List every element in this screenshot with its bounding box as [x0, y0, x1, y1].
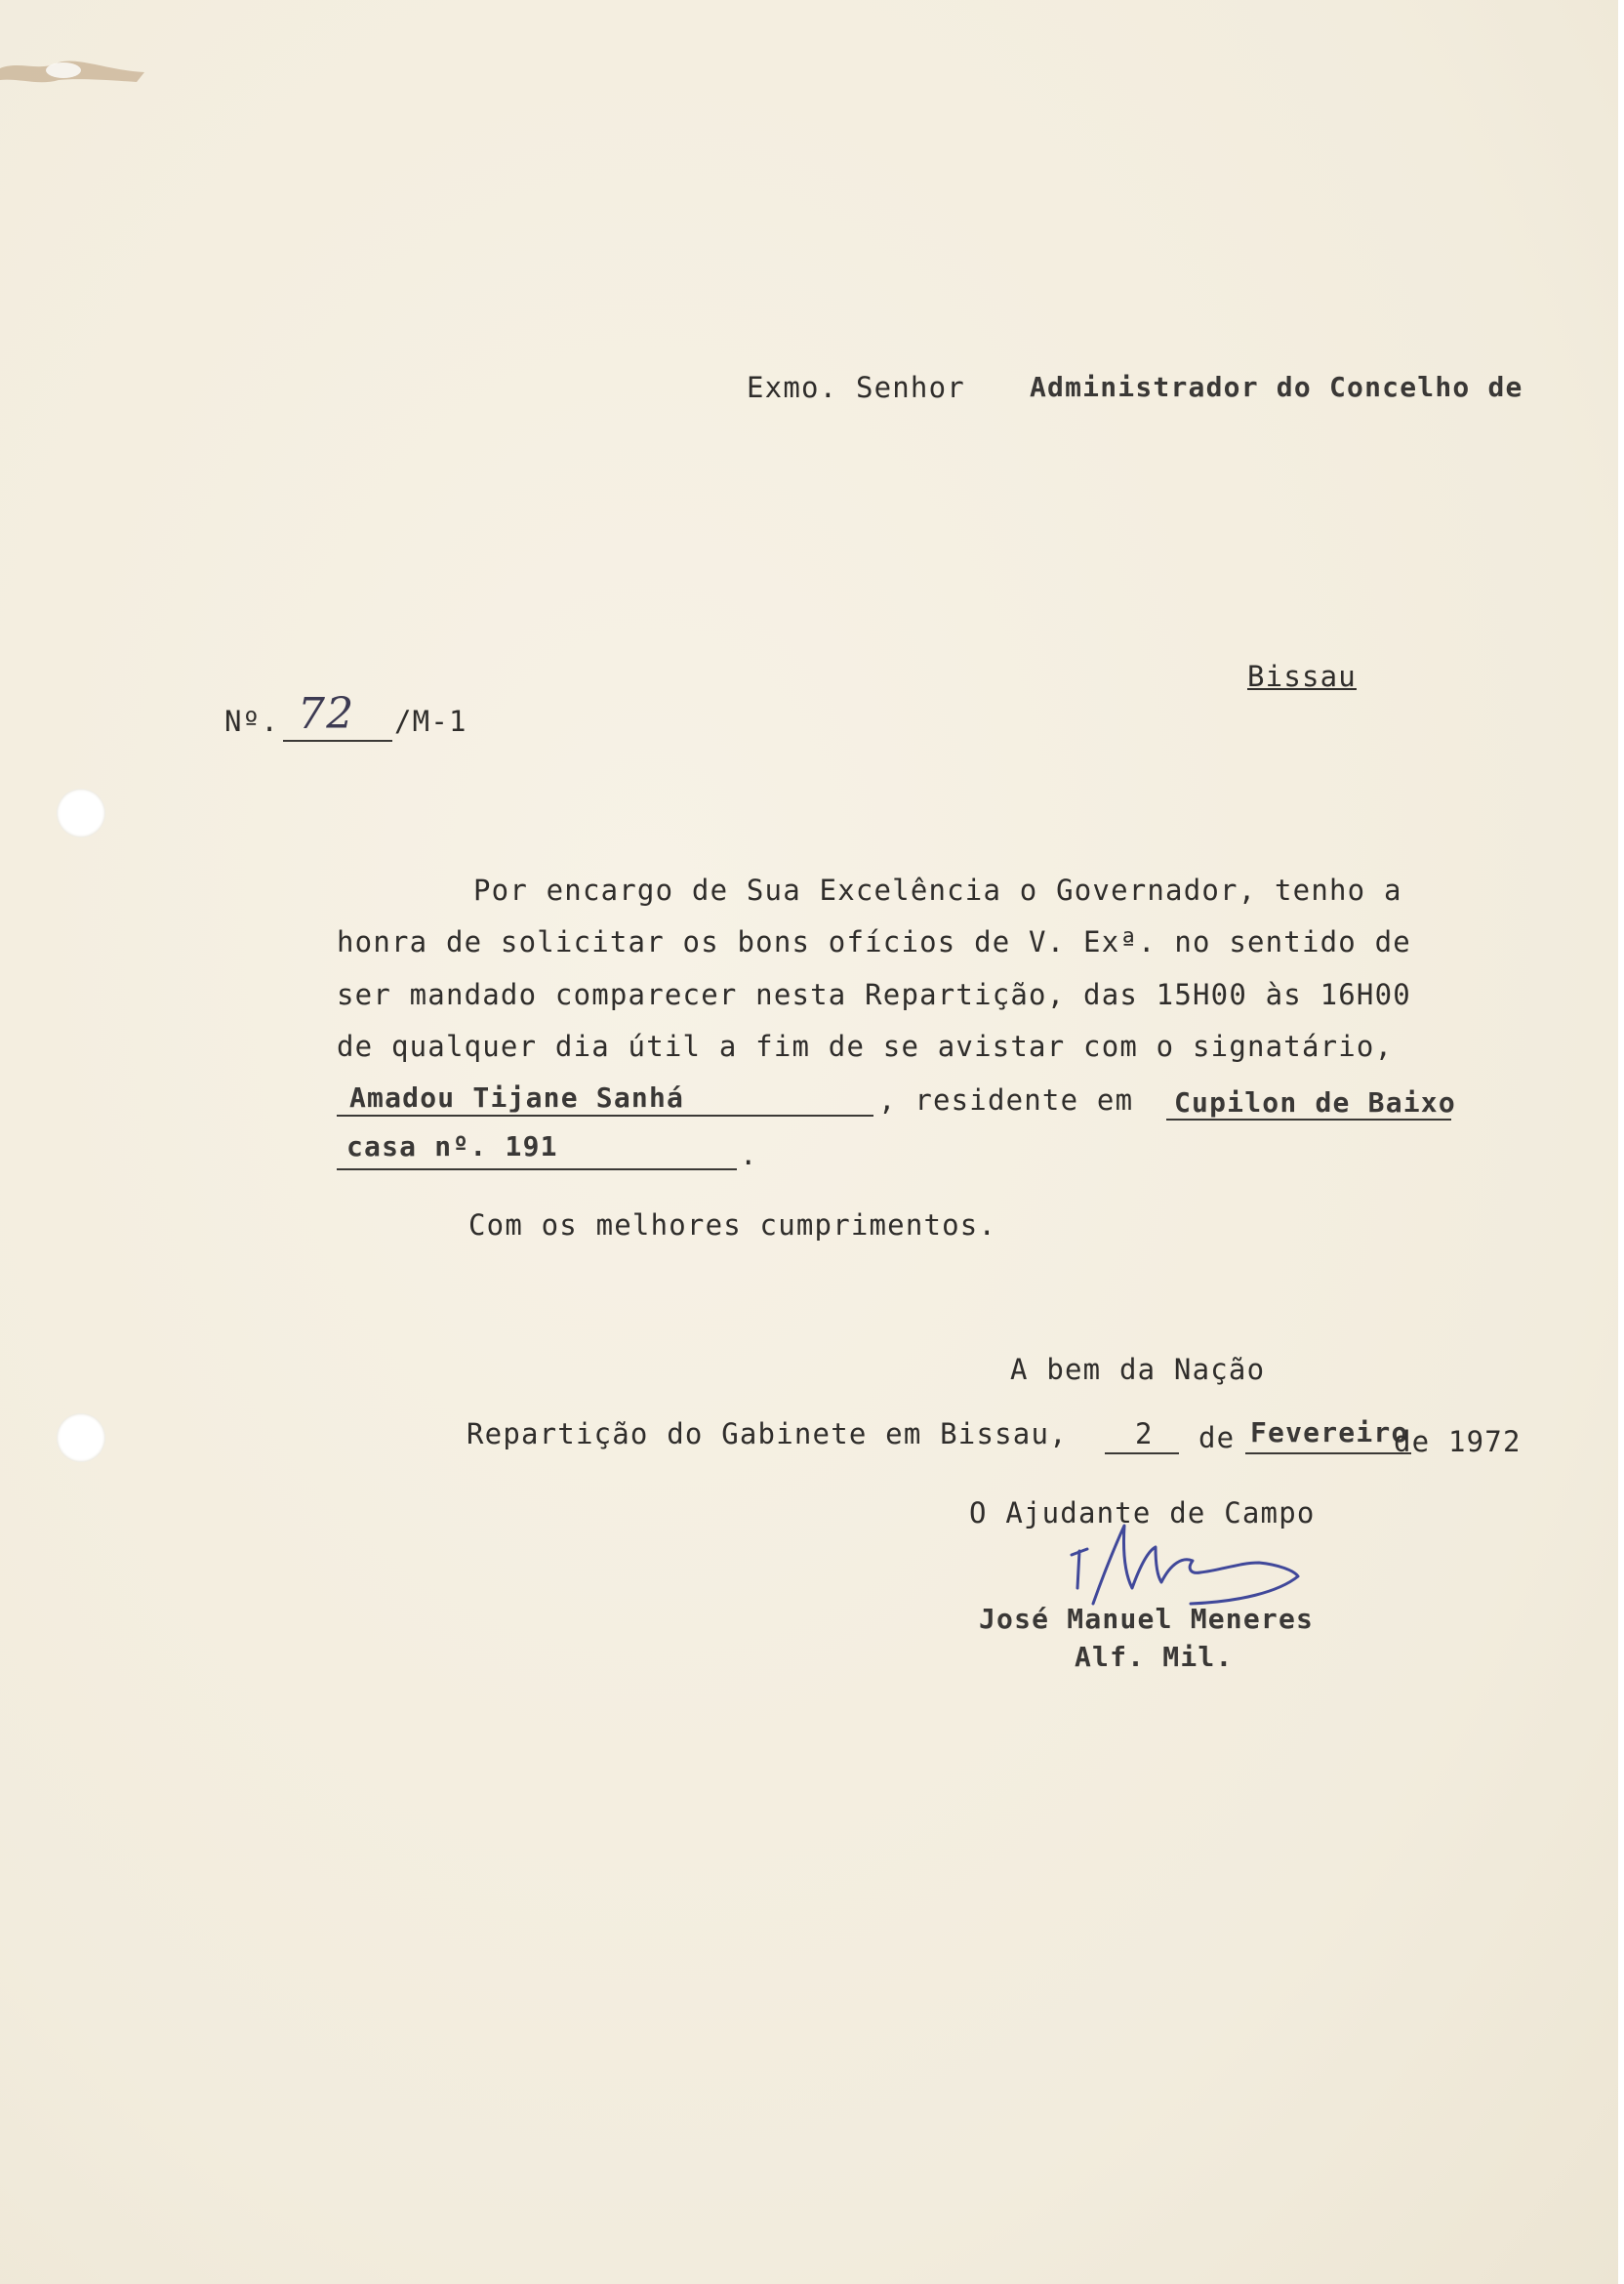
person-name-underline [337, 1115, 873, 1117]
date-month: Fevereiro [1250, 1416, 1409, 1448]
body-line-1: Por encargo de Sua Excelência o Governador, tenho a [473, 874, 1402, 907]
punch-hole-bottom [57, 1413, 105, 1462]
date-year: de 1972 [1394, 1425, 1522, 1458]
date-prefix: Repartição do Gabinete em Bissau, [467, 1417, 1068, 1450]
signer-name: José Manuel Meneres [979, 1603, 1315, 1635]
date-day-underline [1105, 1452, 1179, 1454]
reference-number-underline [283, 740, 392, 742]
body-line-3: ser mandado comparecer nesta Repartição, das 15H00 às 16H00 [337, 978, 1411, 1011]
reference-suffix: /M-1 [394, 705, 467, 738]
rust-stain [0, 51, 146, 90]
recipient-place: Bissau [1247, 660, 1357, 693]
residence-house-underline [337, 1168, 737, 1170]
punch-hole-top [57, 789, 105, 837]
closing-line: Com os melhores cumprimentos. [468, 1208, 997, 1242]
residence-place-underline [1166, 1119, 1451, 1121]
body-line-4: de qualquer dia útil a fim de se avistar com o signatário, [337, 1030, 1394, 1063]
recipient-title: Administrador do Concelho de [1030, 371, 1523, 403]
residence-connector: , residente em [878, 1083, 1134, 1117]
residence-end: . [740, 1138, 758, 1171]
valediction: A bem da Nação [1010, 1353, 1266, 1386]
residence-house: casa nº. 191 [346, 1130, 558, 1162]
reference-number: 72 [298, 689, 355, 739]
date-de: de [1198, 1421, 1236, 1454]
date-day: 2 [1135, 1417, 1154, 1450]
date-month-underline [1245, 1452, 1411, 1454]
person-name: Amadou Tijane Sanhá [349, 1081, 685, 1114]
recipient-salutation: Exmo. Senhor [747, 371, 965, 404]
signer-role: O Ajudante de Campo [969, 1496, 1316, 1529]
page-edge [1618, 0, 1624, 2284]
residence-place: Cupilon de Baixo [1174, 1086, 1456, 1119]
body-line-2: honra de solicitar os bons ofícios de V. Exª. no sentido de [337, 925, 1411, 958]
signer-rank: Alf. Mil. [1075, 1641, 1234, 1673]
reference-prefix: Nº. [224, 705, 279, 738]
